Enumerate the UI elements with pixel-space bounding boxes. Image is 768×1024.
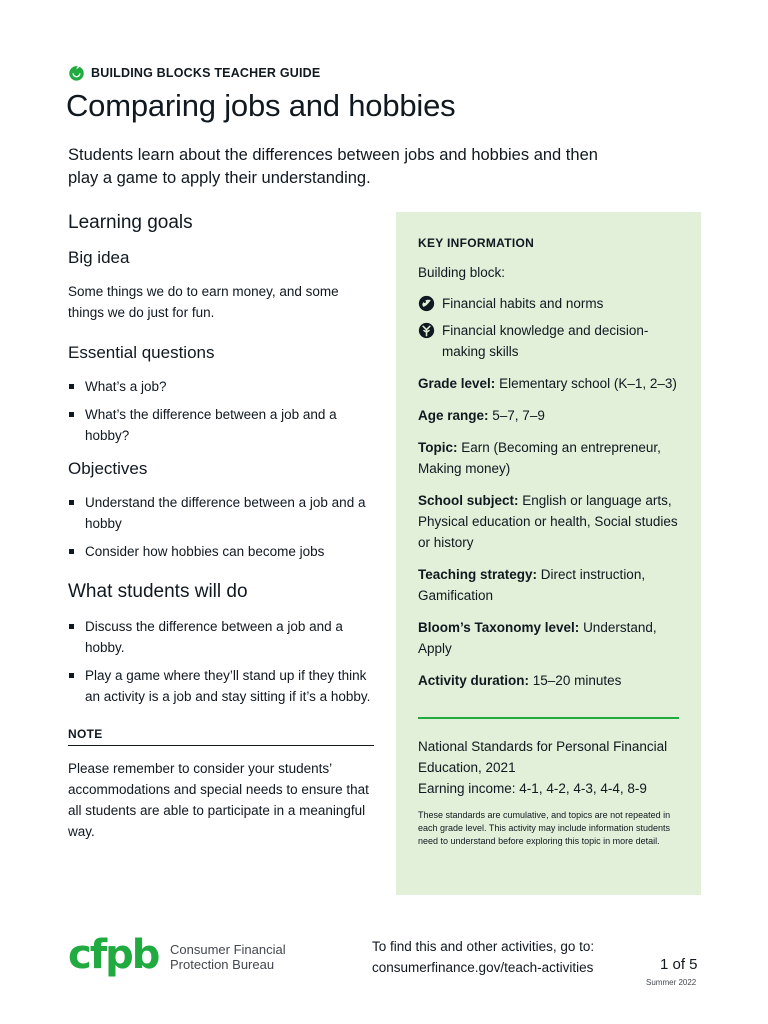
building-block-text: Financial knowledge and decision-making skills [442, 323, 649, 359]
grade-level-value: Elementary school (K–1, 2–3) [499, 376, 677, 391]
page-title: Comparing jobs and hobbies [66, 88, 456, 123]
note-text: Please remember to consider your students’ accommodations and special needs to ensure that all students are able to participate in a meaningful way. [68, 761, 369, 839]
org-line-1: Consumer Financial [170, 942, 286, 957]
list-item: Consider how hobbies can become jobs [68, 541, 374, 562]
apple-icon [68, 64, 85, 81]
cfpb-logo [68, 934, 286, 980]
blooms-label: Bloom’s Taxonomy level: [418, 620, 580, 635]
teach-activities-link[interactable]: consumerfinance.gov/teach-activities [372, 960, 594, 975]
knowledge-skills-icon [418, 322, 435, 339]
org-line-2: Protection Bureau [170, 957, 275, 972]
teaching-strategy-label: Teaching strategy: [418, 567, 538, 582]
cfpb-logo-text: cfpb [68, 934, 159, 978]
topic-label: Topic: [418, 440, 458, 455]
grade-level-label: Grade level: [418, 376, 496, 391]
list-item: What’s the difference between a job and a hobby? [68, 404, 374, 446]
essential-questions-heading: Essential questions [68, 343, 215, 362]
essential-questions-list [68, 376, 374, 446]
big-idea-heading: Big idea [68, 248, 130, 267]
cfpb-logo-mark [68, 934, 160, 980]
list-item: Discuss the difference between a job and a hobby. [68, 616, 374, 658]
org-name [170, 942, 286, 972]
building-block-item [418, 293, 679, 314]
eyebrow-label: BUILDING BLOCKS TEACHER GUIDE [91, 65, 321, 80]
note-label: NOTE [68, 727, 374, 746]
building-block-item [418, 320, 679, 362]
objectives-heading: Objectives [68, 459, 148, 478]
big-idea-text: Some things we do to earn money, and some things we do just for fun. [68, 284, 339, 320]
topic-row [418, 437, 679, 479]
students-do-heading: What students will do [68, 581, 248, 602]
duration-label: Activity duration: [418, 673, 530, 688]
students-do-list [68, 616, 374, 707]
page-subtitle: Students learn about the differences between jobs and hobbies and then play a game to apply their understanding. [68, 146, 598, 187]
divider [418, 717, 679, 719]
left-column [68, 212, 374, 842]
school-subject-label: School subject: [418, 493, 519, 508]
age-range-row [418, 405, 679, 426]
eyebrow [68, 64, 320, 81]
objectives-list [68, 492, 374, 562]
standards-fine-print: These standards are cumulative, and topics are not repeated in each grade level. This activity may include information students need to understand before exploring this topic in more detail. [418, 809, 671, 846]
building-block-text: Financial habits and norms [442, 296, 604, 311]
standards-value: Earning income: 4-1, 4-2, 4-3, 4-4, 8-9 [418, 780, 647, 796]
key-information-panel [396, 212, 701, 895]
school-subject-row [418, 490, 679, 553]
list-item: What’s a job? [68, 376, 374, 397]
grade-level-row [418, 373, 679, 394]
habits-norms-icon [418, 295, 435, 312]
key-info-kicker: KEY INFORMATION [418, 236, 535, 250]
duration-row [418, 670, 679, 691]
teaching-strategy-value: Direct instruction, Gamification [418, 567, 646, 603]
standards-title: National Standards for Personal Financial Education, 2021 [418, 738, 668, 775]
age-range-label: Age range: [418, 408, 489, 423]
list-item: Understand the difference between a job and a hobby [68, 492, 374, 534]
building-block-label: Building block: [418, 265, 506, 280]
learning-goals-heading: Learning goals [68, 212, 193, 233]
page-number: 1 of 5 [660, 956, 698, 973]
teaching-strategy-row [418, 564, 679, 606]
topic-value: Earn (Becoming an entrepreneur, Making money) [418, 440, 661, 476]
age-range-value: 5–7, 7–9 [492, 408, 545, 423]
school-subject-value: English or language arts, Physical education or health, Social studies or history [418, 493, 678, 550]
blooms-value: Understand, Apply [418, 620, 657, 656]
footer-find-text: To find this and other activities, go to: [372, 939, 595, 954]
list-item: Play a game where they’ll stand up if they think an activity is a job and stay sitting if it’s a hobby. [68, 665, 374, 707]
duration-value: 15–20 minutes [532, 673, 622, 688]
blooms-row [418, 617, 679, 659]
edition-season: Summer 2022 [646, 978, 697, 987]
footer-find [372, 936, 594, 978]
